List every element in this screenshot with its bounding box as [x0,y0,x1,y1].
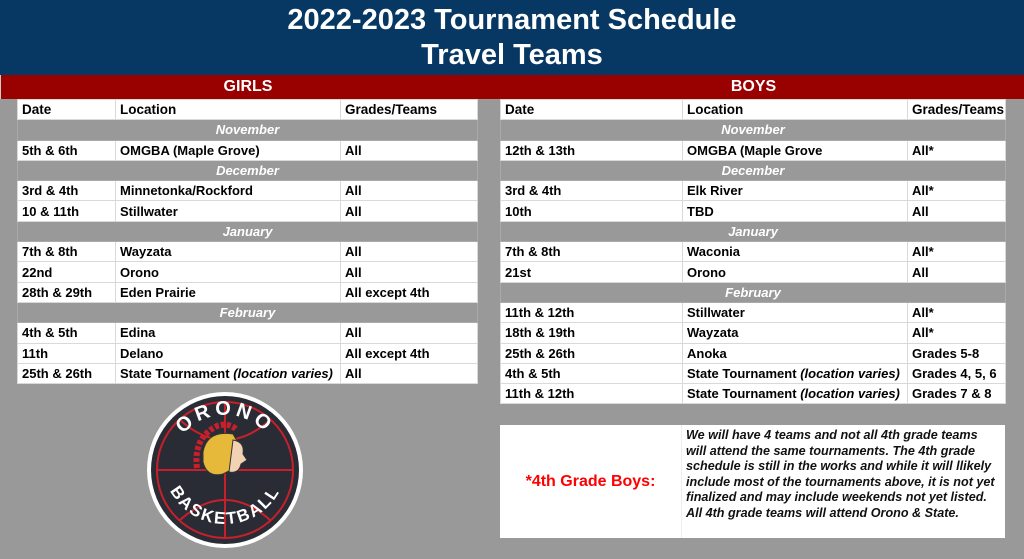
table-row [18,323,478,343]
month-label: December [501,160,1006,180]
location-cell [116,140,341,160]
date-cell: 25th & 26th [501,343,683,363]
table-row [18,363,478,383]
location-cell [116,363,341,383]
date-cell: 7th & 8th [501,242,683,262]
location-text: Waconia [687,244,740,260]
grades-cell: All* [908,181,1006,201]
month-row [501,282,1006,302]
table-row [501,302,1006,322]
column-header-location: Location [116,100,341,120]
month-label: November [501,120,1006,140]
location-text: Stillwater [687,305,745,321]
month-label: February [501,282,1006,302]
date-cell: 25th & 26th [18,363,116,383]
column-header-location: Location [683,100,908,120]
location-cell [683,181,908,201]
month-row [18,160,478,180]
grades-cell: All [341,262,478,282]
location-cell [116,343,341,363]
header-row [18,100,478,120]
month-row [18,302,478,322]
grades-cell: All [341,181,478,201]
location-text: State Tournament [687,386,797,402]
location-note: (location varies) [800,386,900,402]
grades-cell: Grades 5-8 [908,343,1006,363]
table-row [18,140,478,160]
location-text: Orono [120,264,159,280]
page-header [0,0,1024,75]
location-cell [683,140,908,160]
location-note: (location varies) [800,366,900,381]
note-label: *4th Grade Boys: [500,425,682,538]
location-cell [683,384,908,404]
table-row [18,201,478,221]
location-text: OMGBA (Maple Grove [687,142,823,158]
page-title: 2022-2023 Tournament Schedule [287,4,737,36]
grades-cell: Grades 4, 5, 6 [908,363,1006,383]
date-cell: 3rd & 4th [18,181,116,201]
location-text: Wayzata [120,244,172,260]
table-row [501,201,1006,221]
column-header-grades: Grades/Teams [341,100,478,120]
grades-cell: All* [908,242,1006,262]
header-row [501,100,1006,120]
grades-cell: All* [908,140,1006,160]
location-cell [683,343,908,363]
grades-cell: All* [908,323,1006,343]
location-text: Anoka [687,345,727,361]
location-cell [116,242,341,262]
grades-cell: All [341,140,478,160]
date-cell: 10 & 11th [18,201,116,221]
date-cell: 10th [501,201,683,221]
table-row [501,242,1006,262]
note-text: We will have 4 teams and not all 4th grade teams will attend the same tournaments. The 4th grade schedule is still in the works and while it will llikely include most of the tournaments above, it is not yet finalized and may include weekends not yet listed. All 4th grade teams will attend Orono & State. [686,428,995,520]
location-text: Eden Prairie [120,284,196,300]
girls-schedule-table [17,99,478,384]
location-text: Edina [120,325,156,341]
table-row [18,282,478,302]
grades-cell: All [341,242,478,262]
location-cell [683,201,908,221]
table-row [501,323,1006,343]
location-text: Elk River [687,183,743,199]
orono-basketball-logo [145,390,305,550]
column-header-grades: Grades/Teams [908,100,1006,120]
location-cell [683,323,908,343]
page-subtitle: Travel Teams [421,39,603,71]
date-cell: 21st [501,262,683,282]
location-note: (location varies) [233,366,333,381]
svg-text:ORONO: ORONO [171,398,279,438]
grades-cell: All except 4th [341,282,478,302]
table-row [18,181,478,201]
grades-cell: All [908,201,1006,221]
month-row [18,221,478,241]
svg-text:BASKETBALL: BASKETBALL [166,482,284,529]
table-row [501,140,1006,160]
month-label: January [18,221,478,241]
location-cell [683,262,908,282]
date-cell: 22nd [18,262,116,282]
column-header-date: Date [501,100,683,120]
date-cell: 5th & 6th [18,140,116,160]
date-cell: 12th & 13th [501,140,683,160]
date-cell: 4th & 5th [18,323,116,343]
month-row [18,120,478,140]
location-text: TBD [687,203,714,219]
month-label: February [18,302,478,322]
location-cell [116,262,341,282]
date-cell: 7th & 8th [18,242,116,262]
location-cell [116,181,341,201]
month-label: November [18,120,478,140]
location-text: State Tournament [120,366,230,381]
table-row [501,181,1006,201]
date-cell: 3rd & 4th [501,181,683,201]
location-text: State Tournament [687,366,797,381]
girls-heading: GIRLS [223,78,273,95]
grades-cell: All [341,363,478,383]
grades-cell: All [341,323,478,343]
month-row [501,160,1006,180]
date-cell: 4th & 5th [501,363,683,383]
section-bar [0,75,1024,99]
location-text: Orono [687,264,726,280]
grades-cell: All* [908,302,1006,322]
location-text: Minnetonka/Rockford [120,183,253,199]
location-cell [683,242,908,262]
table-row [18,242,478,262]
location-cell [116,282,341,302]
date-cell: 11th & 12th [501,384,683,404]
fourth-grade-note [500,425,1005,538]
location-text: Stillwater [120,203,178,219]
month-row [501,120,1006,140]
location-cell [683,363,908,383]
month-label: December [18,160,478,180]
grades-cell: Grades 7 & 8 [908,384,1006,404]
grades-cell: All except 4th [341,343,478,363]
grades-cell: All [908,262,1006,282]
location-cell [116,323,341,343]
table-row [18,343,478,363]
date-cell: 11th & 12th [501,302,683,322]
boys-heading: BOYS [730,78,777,95]
grades-cell: All [341,201,478,221]
table-row [501,262,1006,282]
location-cell [683,302,908,322]
date-cell: 11th [18,343,116,363]
boys-schedule-table [500,99,1006,404]
date-cell: 28th & 29th [18,282,116,302]
table-row [501,343,1006,363]
date-cell: 18th & 19th [501,323,683,343]
location-cell [116,201,341,221]
column-header-date: Date [18,100,116,120]
table-row [501,363,1006,383]
spacer-row [500,404,1005,425]
location-text: OMGBA (Maple Grove) [120,142,260,158]
table-row [501,384,1006,404]
table-row [18,262,478,282]
month-row [501,221,1006,241]
location-text: Wayzata [687,325,739,341]
month-label: January [501,221,1006,241]
location-text: Delano [120,345,164,361]
